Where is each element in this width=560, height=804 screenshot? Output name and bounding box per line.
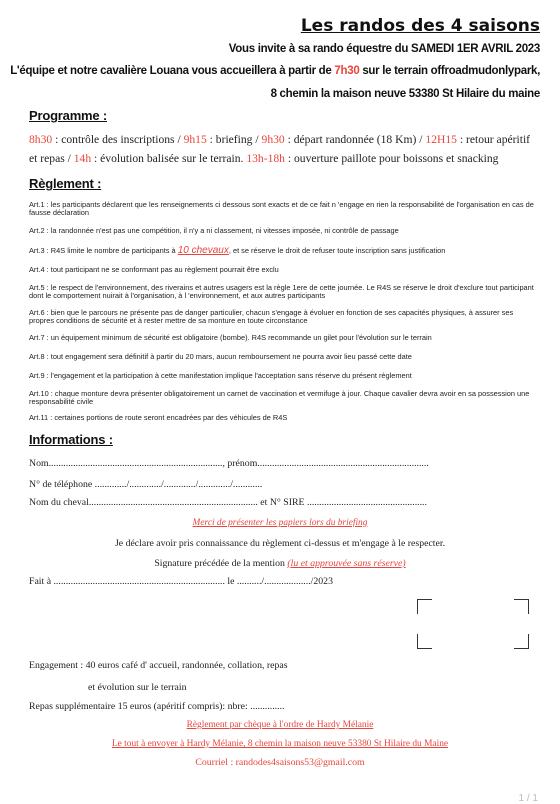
corner-top-right <box>514 599 529 614</box>
horse-field[interactable]: Nom du cheval..................................................................... et N° SIRE ................................................. <box>29 497 427 508</box>
article-10: Art.10 : chaque monture devra présenter obligatoirement un carnet de vaccination et vermifuge à jour. Chaque cavalier devra avoir en sa possession une responsabilité civile <box>29 389 530 406</box>
invitation-line: Vous invite à sa rando équestre du SAMEDI 1ER AVRIL 2023 <box>228 43 540 55</box>
article-6: Art.6 : bien que le parcours ne présente pas de danger particulier, chacun s'engage à évoluer en fonction de ses capacités physiques, à assurer ses propres conditions de sécurité et à rester mettre de sa monture en toute circonstance <box>29 308 514 325</box>
phone-field[interactable]: N° de téléphone ............./............./............./............./............ <box>29 479 263 490</box>
address-line: 8 chemin la maison neuve 53380 St Hilaire du maine <box>270 88 540 100</box>
cheque-instruction: Règlement par chèque à l'ordre de Hardy Mélanie <box>186 720 374 730</box>
corner-top-left <box>417 599 432 614</box>
welcome-time: 7h30 <box>334 65 360 77</box>
signature-mention: Signature précédée de la mention (lu et approuvée sans réserve) <box>154 558 406 569</box>
page-number: 1 / 1 <box>518 793 538 804</box>
corner-bottom-right <box>514 634 529 649</box>
corner-bottom-left <box>417 634 432 649</box>
programme-text: 8h30 : contrôle des inscriptions / 9h15 : briefing / 9h30 : départ randonnée (18 Km) / 12H15 : retour apéritif et repas / 14h : évolution balisée sur le terrain. 13h-18h : ouverture paillote pour boissons et snacking <box>29 133 531 165</box>
mailing-instruction: Le tout à envoyer à Hardy Mélanie, 8 chemin la maison neuve 53380 St Hilaire du Maine <box>111 739 449 749</box>
engagement-line-2: et évolution sur le terrain <box>88 682 187 693</box>
article-1: Art.1 : les participants déclarent que les renseignements ci dessous sont exacts et de ce fait n 'engage en rien la responsabilité de l'organisation en cas de fausse déclaration <box>29 200 534 217</box>
article-9: Art.9 : l'engagement et la participation à cette manifestation implique l'acceptation sans réserve du présent règlement <box>29 371 412 380</box>
article-4: Art.4 : tout participant ne se conformant pas au règlement pourrait être exclu <box>29 265 279 274</box>
article-2: Art.2 : la randonnée n'est pas une compétition, il n'y a ni classement, ni vitesses imposée, ni contrôle de passage <box>29 226 399 235</box>
article-3: Art.3 : R4S limite le nombre de participants à 10 chevaux, et se réserve le droit de refuser toute inscription sans justification <box>29 245 446 256</box>
article-5: Art.5 : le respect de l'environnement, des riverains et autres usagers est la règle 1ere de cette journée. Le R4S se réserve le droit d'exclure tout participant dont le comportement nuirait à l'organisation, à l 'environnement, et aux autres participants <box>29 283 534 300</box>
page-title: Les randos des 4 saisons <box>300 16 540 36</box>
reglement-heading: Règlement : <box>29 176 102 191</box>
extra-meals-field[interactable]: Repas supplémentaire 15 euros (apéritif compris): nbre: .............. <box>29 701 285 712</box>
engagement-line-1: Engagement : 40 euros café d' accueil, randonnée, collation, repas <box>29 660 288 671</box>
papers-notice: Merci de présenter les papiers lors du briefing <box>192 518 368 528</box>
max-horses-highlight: 10 chevaux <box>177 245 229 256</box>
welcome-line: L'équipe et notre cavalière Louana vous accueillera à partir de 7h30 sur le terrain offroadmudonlypark, <box>10 65 540 77</box>
email-contact[interactable]: Courriel : randodes4saisons53@gmail.com <box>195 757 365 768</box>
programme-heading: Programme : <box>29 108 107 123</box>
signature-box[interactable] <box>417 599 529 649</box>
article-7: Art.7 : un équipement minimum de sécurité est obligatoire (bombe). R4S recommande un gilet pour l'évolution sur le terrain <box>29 333 432 342</box>
place-date-field[interactable]: Fait à ...................................................................... le ........../.................../2023 <box>29 576 333 587</box>
name-field[interactable]: Nom......................................................................., prénom...................................................................... <box>29 458 429 469</box>
article-11: Art.11 : certaines portions de route seront encadrées par des véhicules de R4S <box>29 413 288 422</box>
informations-heading: Informations : <box>29 432 113 447</box>
article-8: Art.8 : tout engagement sera définitif à partir du 20 mars, aucun remboursement ne pourra avoir lieu passé cette date <box>29 352 412 361</box>
declaration-text: Je déclare avoir pris connaissance du règlement ci-dessus et m'engage à le respecter. <box>114 538 446 549</box>
